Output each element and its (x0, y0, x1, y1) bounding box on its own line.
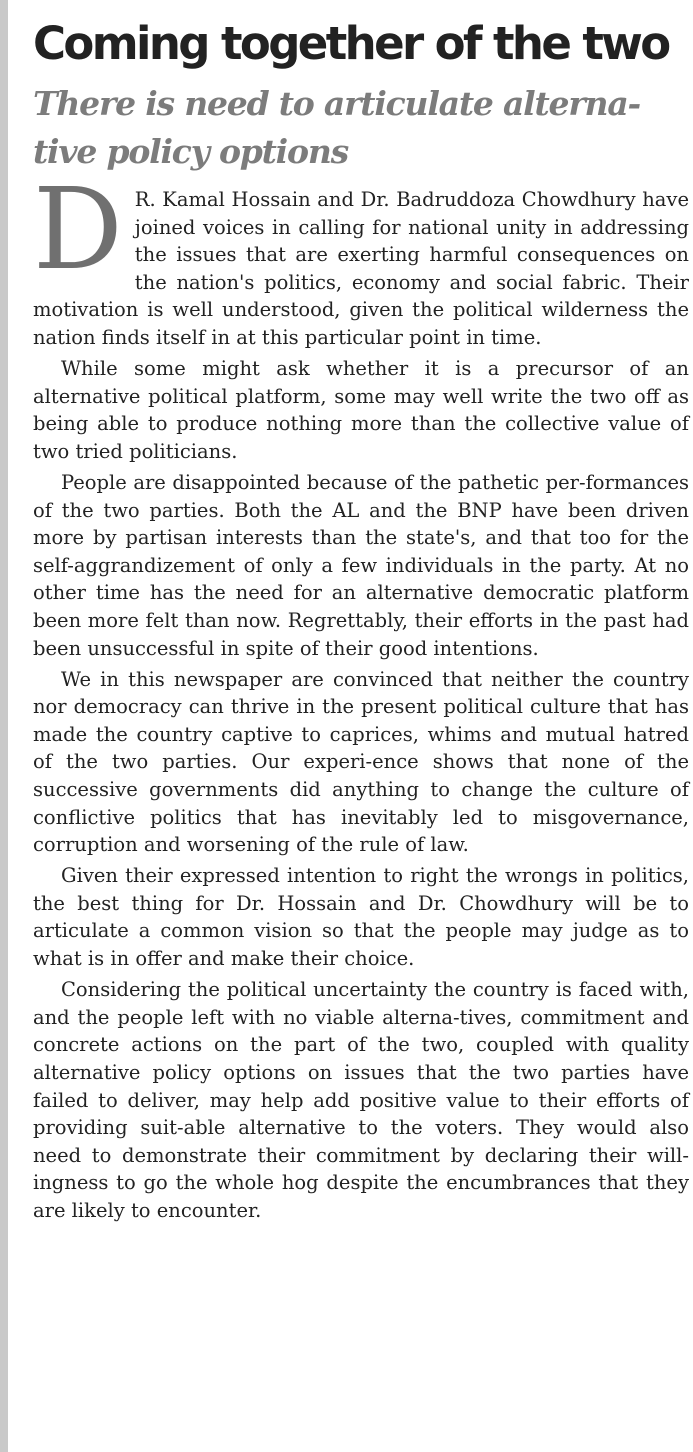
paragraph-1-text: R. Kamal Hossain and Dr. Badruddoza Chowdhury have joined voices in calling for national unity in addressing the issues that are exerting harmful consequences on the nation's politics, economy and social fabric. Their motivation is well understood, given the political wilderness the nation finds itself in at this particular point in time. (33, 188, 689, 349)
headline: Coming together of the two (33, 17, 669, 70)
drop-cap: D (33, 165, 123, 295)
paragraph-6: Considering the political uncertainty the country is faced with, and the people left with no viable alterna-tives, commitment and concrete actions on the part of the two, coupled with quality alternative policy options on issues that the two parties have failed to deliver, may help add positive value to their efforts of providing suit-able alternative to the voters. They would also need to demonstrate their commitment by declaring their will-ingness to go the whole hog despite the encumbrances that they are likely to encounter. (33, 978, 689, 1222)
paragraph-3: People are disappointed because of the pathetic per-formances of the two parties. Both the AL and the BNP have been driven more by partisan interests than the state's, and that too for the self-aggrandizement of only a few individuals in the party. At no other time has the need for an alternative democratic platform been more felt than now. Regrettably, their efforts in the past had been unsuccessful in spite of their good intentions. (33, 470, 689, 660)
paragraph-4: We in this newspaper are convinced that neither the country nor democracy can thrive in the present political culture that has made the country captive to caprices, whims and mutual hatred of the two parties. Our experi-ence shows that none of the successive governments did anything to change the culture of conflictive politics that has inevitably led to misgovernance, corruption and worsening of the rule of law. (33, 667, 689, 857)
paragraph-1 (33, 165, 689, 352)
editorial-article (33, 14, 689, 1228)
column-divider-rule (0, 0, 8, 1452)
article-body (33, 165, 689, 1224)
subheadline: There is need to articulate alterna-tive policy options (33, 84, 641, 171)
paragraph-2: While some might ask whether it is a precursor of an alternative political platform, some may well write the two off as being able to produce nothing more than the collective value of two tried politicians. (33, 357, 689, 463)
paragraph-5: Given their expressed intention to right the wrongs in politics, the best thing for Dr. Hossain and Dr. Chowdhury will be to articulate a common vision so that the people may judge as to what is in offer and make their choice. (33, 864, 689, 971)
